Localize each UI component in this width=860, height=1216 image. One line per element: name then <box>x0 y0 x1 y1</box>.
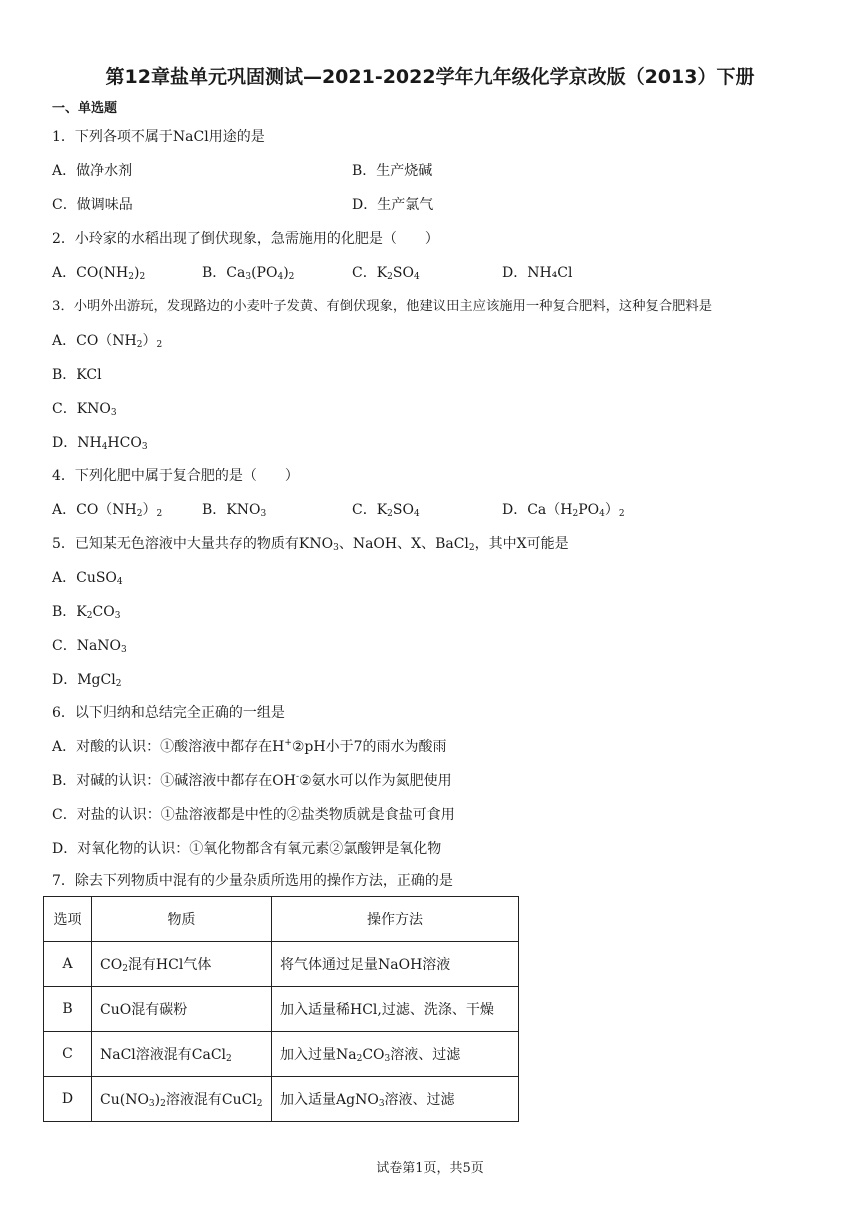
question-3-stem: 3．小明外出游玩，发现路边的小麦叶子发黄、有倒伏现象，他建议田主应该施用一种复合肥料，这种复合肥料是 <box>52 299 713 314</box>
question-1-option-d: D．生产氯气 <box>352 197 434 213</box>
table-cell-option: B <box>44 987 92 1032</box>
question-4-option-c: C．$K_2SO_4$ <box>352 502 420 519</box>
table-cell-method: 将气体通过足量NaOH溶液 <box>272 942 519 987</box>
table-row <box>44 1032 519 1077</box>
table-cell-method: 加入适量AgNO$_3$溶液、过滤 <box>272 1077 519 1122</box>
table-cell-substance: $Cu(NO_3)_2$溶液混有CuCl$_2$ <box>92 1077 272 1122</box>
table-header-cell: 物质 <box>92 897 272 942</box>
table-cell-option: C <box>44 1032 92 1077</box>
question-6-option-b: B．对碱的认识：①碱溶液中都存在OH-②氨水可以作为氮肥使用 <box>52 772 452 789</box>
question-2-option-d: D．NH₄Cl <box>502 265 573 281</box>
table-cell-substance: CuO混有碳粉 <box>92 987 272 1032</box>
question-3-option-c: C．$KNO_3$ <box>52 401 117 418</box>
question-7-table <box>43 896 519 1122</box>
question-5-option-b: B．$K_2CO_3$ <box>52 604 121 621</box>
table-row <box>44 987 519 1032</box>
table-header-cell: 选项 <box>44 897 92 942</box>
table-cell-substance: $CO_2$混有HCl气体 <box>92 942 272 987</box>
question-6-option-c: C．对盐的认识：①盐溶液都是中性的②盐类物质就是食盐可食用 <box>52 807 455 823</box>
question-6-option-a: A．对酸的认识：①酸溶液中都存在H+②pH小于7的雨水为酸雨 <box>52 738 447 755</box>
question-6-option-d: D．对氧化物的认识：①氧化物都含有氧元素②氯酸钾是氧化物 <box>52 841 442 857</box>
table-cell-substance: NaCl溶液混有CaCl$_2$ <box>92 1032 272 1077</box>
page-title: 第12章盐单元巩固测试—2021-2022学年九年级化学京改版（2013）下册 <box>105 66 755 88</box>
question-2-option-b: B．$Ca_3(PO_4)_2$ <box>202 265 295 282</box>
question-5-option-c: C．NaNO$_3$ <box>52 638 127 655</box>
table-header-row <box>44 897 519 942</box>
question-3-option-b: B．KCl <box>52 367 102 383</box>
question-5-option-a: A．CuSO$_4$ <box>52 570 123 587</box>
question-7-stem: 7．除去下列物质中混有的少量杂质所选用的操作方法，正确的是 <box>52 873 453 889</box>
table-cell-option: D <box>44 1077 92 1122</box>
table-header-cell: 操作方法 <box>272 897 519 942</box>
table-cell-option: A <box>44 942 92 987</box>
question-1-stem: 1．下列各项不属于NaCl用途的是 <box>52 129 265 145</box>
question-3-option-d: D．$NH_4HCO_3$ <box>52 435 148 452</box>
question-2-stem: 2．小玲家的水稻出现了倒伏现象，急需施用的化肥是（ ） <box>52 231 439 247</box>
question-2-option-a: A．$CO(NH_2)_2$ <box>52 265 146 282</box>
question-5-option-d: D．MgCl$_2$ <box>52 672 122 689</box>
page-footer: 试卷第1页，共5页 <box>376 1161 484 1176</box>
table-cell-method: 加入过量$Na_2CO_3$溶液、过滤 <box>272 1032 519 1077</box>
question-2-option-c: C．$K_2SO_4$ <box>352 265 420 282</box>
question-4-option-d: D．$Ca(H_2PO_4)_2$ <box>502 502 625 519</box>
question-1-option-c: C．做调味品 <box>52 197 133 213</box>
table-cell-method: 加入适量稀HCl,过滤、洗涤、干燥 <box>272 987 519 1032</box>
question-1-option-b: B．生产烧碱 <box>352 163 433 179</box>
table-row <box>44 1077 519 1122</box>
section-heading: 一、单选题 <box>52 101 118 116</box>
question-6-stem: 6．以下归纳和总结完全正确的一组是 <box>52 705 285 721</box>
question-3-option-a: A．$CO(NH_2)_2$ <box>52 333 163 350</box>
question-1-option-a: A．做净水剂 <box>52 163 133 179</box>
question-4-option-b: B．$KNO_3$ <box>202 502 267 519</box>
question-4-stem: 4．下列化肥中属于复合肥的是（ ） <box>52 468 299 484</box>
table-row <box>44 942 519 987</box>
question-4-option-a: A．$CO(NH_2)_2$ <box>52 502 163 519</box>
question-5-stem: 5．已知某无色溶液中大量共存的物质有$KNO_3$、NaOH、X、BaCl$_2$，其中X可能是 <box>52 536 569 553</box>
